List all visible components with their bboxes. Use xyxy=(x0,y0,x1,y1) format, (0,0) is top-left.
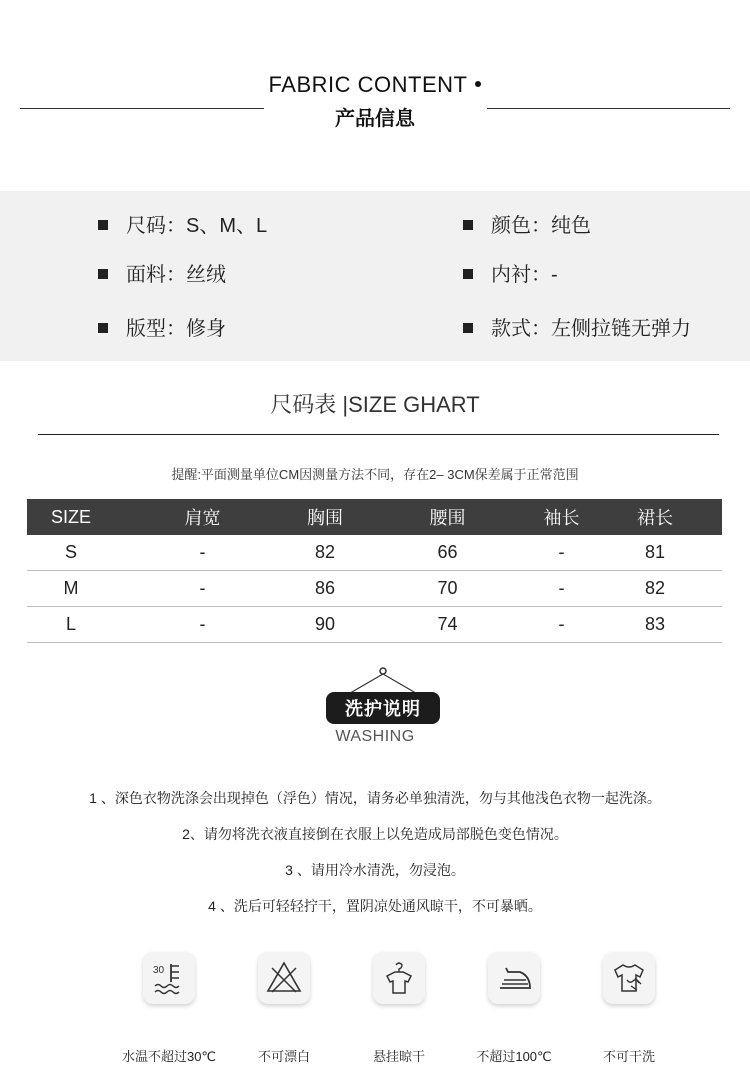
info-size xyxy=(98,209,267,238)
table-cell: - xyxy=(558,614,565,634)
wash-temp-text: 30 xyxy=(153,965,165,976)
square-bullet-icon xyxy=(463,323,473,333)
info-fit-text: 版型：修身 xyxy=(126,318,226,340)
table-row xyxy=(27,571,722,607)
washing-badge: 洗护说明 xyxy=(326,692,440,724)
table-cell: S xyxy=(64,542,77,562)
washing-subtitle: WASHING xyxy=(335,728,415,745)
header-cell: SIZE xyxy=(50,506,91,527)
size-table-header xyxy=(27,499,722,535)
header-cell: 袖长 xyxy=(543,508,580,528)
care-label-hang: 悬挂晾干 xyxy=(372,1049,425,1064)
table-row xyxy=(27,607,722,643)
care-label-iron: 不超过100℃ xyxy=(476,1049,552,1064)
table-cell: - xyxy=(199,614,206,634)
instruction-2: 2、请勿将洗衣液直接倒在衣服上以免造成局部脱色变色情况。 xyxy=(182,826,568,842)
square-bullet-icon xyxy=(463,269,473,279)
iron-icon xyxy=(488,952,540,1004)
header-cell: 胸围 xyxy=(307,508,343,528)
table-cell: - xyxy=(199,578,206,598)
hang-dry-icon xyxy=(373,952,425,1004)
no-dry-clean-icon xyxy=(603,952,655,1004)
no-bleach-icon xyxy=(258,952,310,1004)
size-chart-divider xyxy=(38,434,719,435)
table-cell: 74 xyxy=(437,614,458,634)
header-cell: 裙长 xyxy=(637,508,673,528)
table-cell: 82 xyxy=(644,578,666,598)
bullet-dot-icon xyxy=(475,81,481,87)
info-style xyxy=(463,312,691,341)
info-fabric xyxy=(98,258,226,287)
care-label-wash: 水温不超过30℃ xyxy=(121,1049,217,1064)
table-cell: 83 xyxy=(644,614,666,634)
header-cell: 肩宽 xyxy=(184,508,221,528)
table-cell: 82 xyxy=(314,542,336,562)
instruction-3: 3 、请用冷水清洗，勿浸泡。 xyxy=(285,862,465,878)
product-info-panel xyxy=(0,191,750,361)
info-fit xyxy=(98,312,226,341)
square-bullet-icon xyxy=(463,220,473,230)
table-cell: 70 xyxy=(437,578,458,598)
info-color-text: 颜色：纯色 xyxy=(491,215,591,237)
instruction-4: 4 、洗后可轻轻拧干，置阴凉处通风晾干，不可暴晒。 xyxy=(208,898,542,914)
page-subtitle: 产品信息 xyxy=(335,108,415,130)
info-fabric-text: 面料：丝绒 xyxy=(126,264,226,286)
square-bullet-icon xyxy=(98,220,108,230)
table-row xyxy=(27,535,722,571)
table-cell: - xyxy=(558,542,565,562)
info-lining xyxy=(463,258,558,287)
page-title xyxy=(0,72,750,98)
info-size-text: 尺码：S、M、L xyxy=(126,215,268,237)
info-style-text: 款式：左侧拉链无弹力 xyxy=(491,318,691,340)
square-bullet-icon xyxy=(98,269,108,279)
table-cell: L xyxy=(65,614,76,634)
size-chart-note: 提醒:平面测量单位CM因测量方法不同，存在2– 3CM保差属于正常范围 xyxy=(171,467,579,482)
size-table xyxy=(27,499,722,643)
table-cell: 81 xyxy=(644,542,666,562)
header-cell: 腰围 xyxy=(429,508,466,528)
page-title-text: FABRIC CONTENT xyxy=(268,72,468,97)
table-cell: - xyxy=(558,578,565,598)
care-label-bleach: 不可漂白 xyxy=(257,1049,310,1064)
wash-30-icon xyxy=(143,952,195,1004)
table-cell: - xyxy=(199,542,206,562)
info-lining-text: 内衬：- xyxy=(491,264,558,286)
instruction-1: 1 、深色衣物洗涤会出现掉色（浮色）情况，请务必单独清洗，勿与其他浅色衣物一起洗涤。 xyxy=(89,790,661,806)
table-cell: M xyxy=(63,578,79,598)
table-cell: 90 xyxy=(314,614,336,634)
table-cell: 86 xyxy=(314,578,336,598)
info-color xyxy=(463,209,591,238)
size-chart-title: 尺码表 |SIZE GHART xyxy=(270,392,480,417)
care-label-dryclean: 不可干洗 xyxy=(602,1049,655,1064)
table-cell: 66 xyxy=(437,542,458,562)
square-bullet-icon xyxy=(98,323,108,333)
